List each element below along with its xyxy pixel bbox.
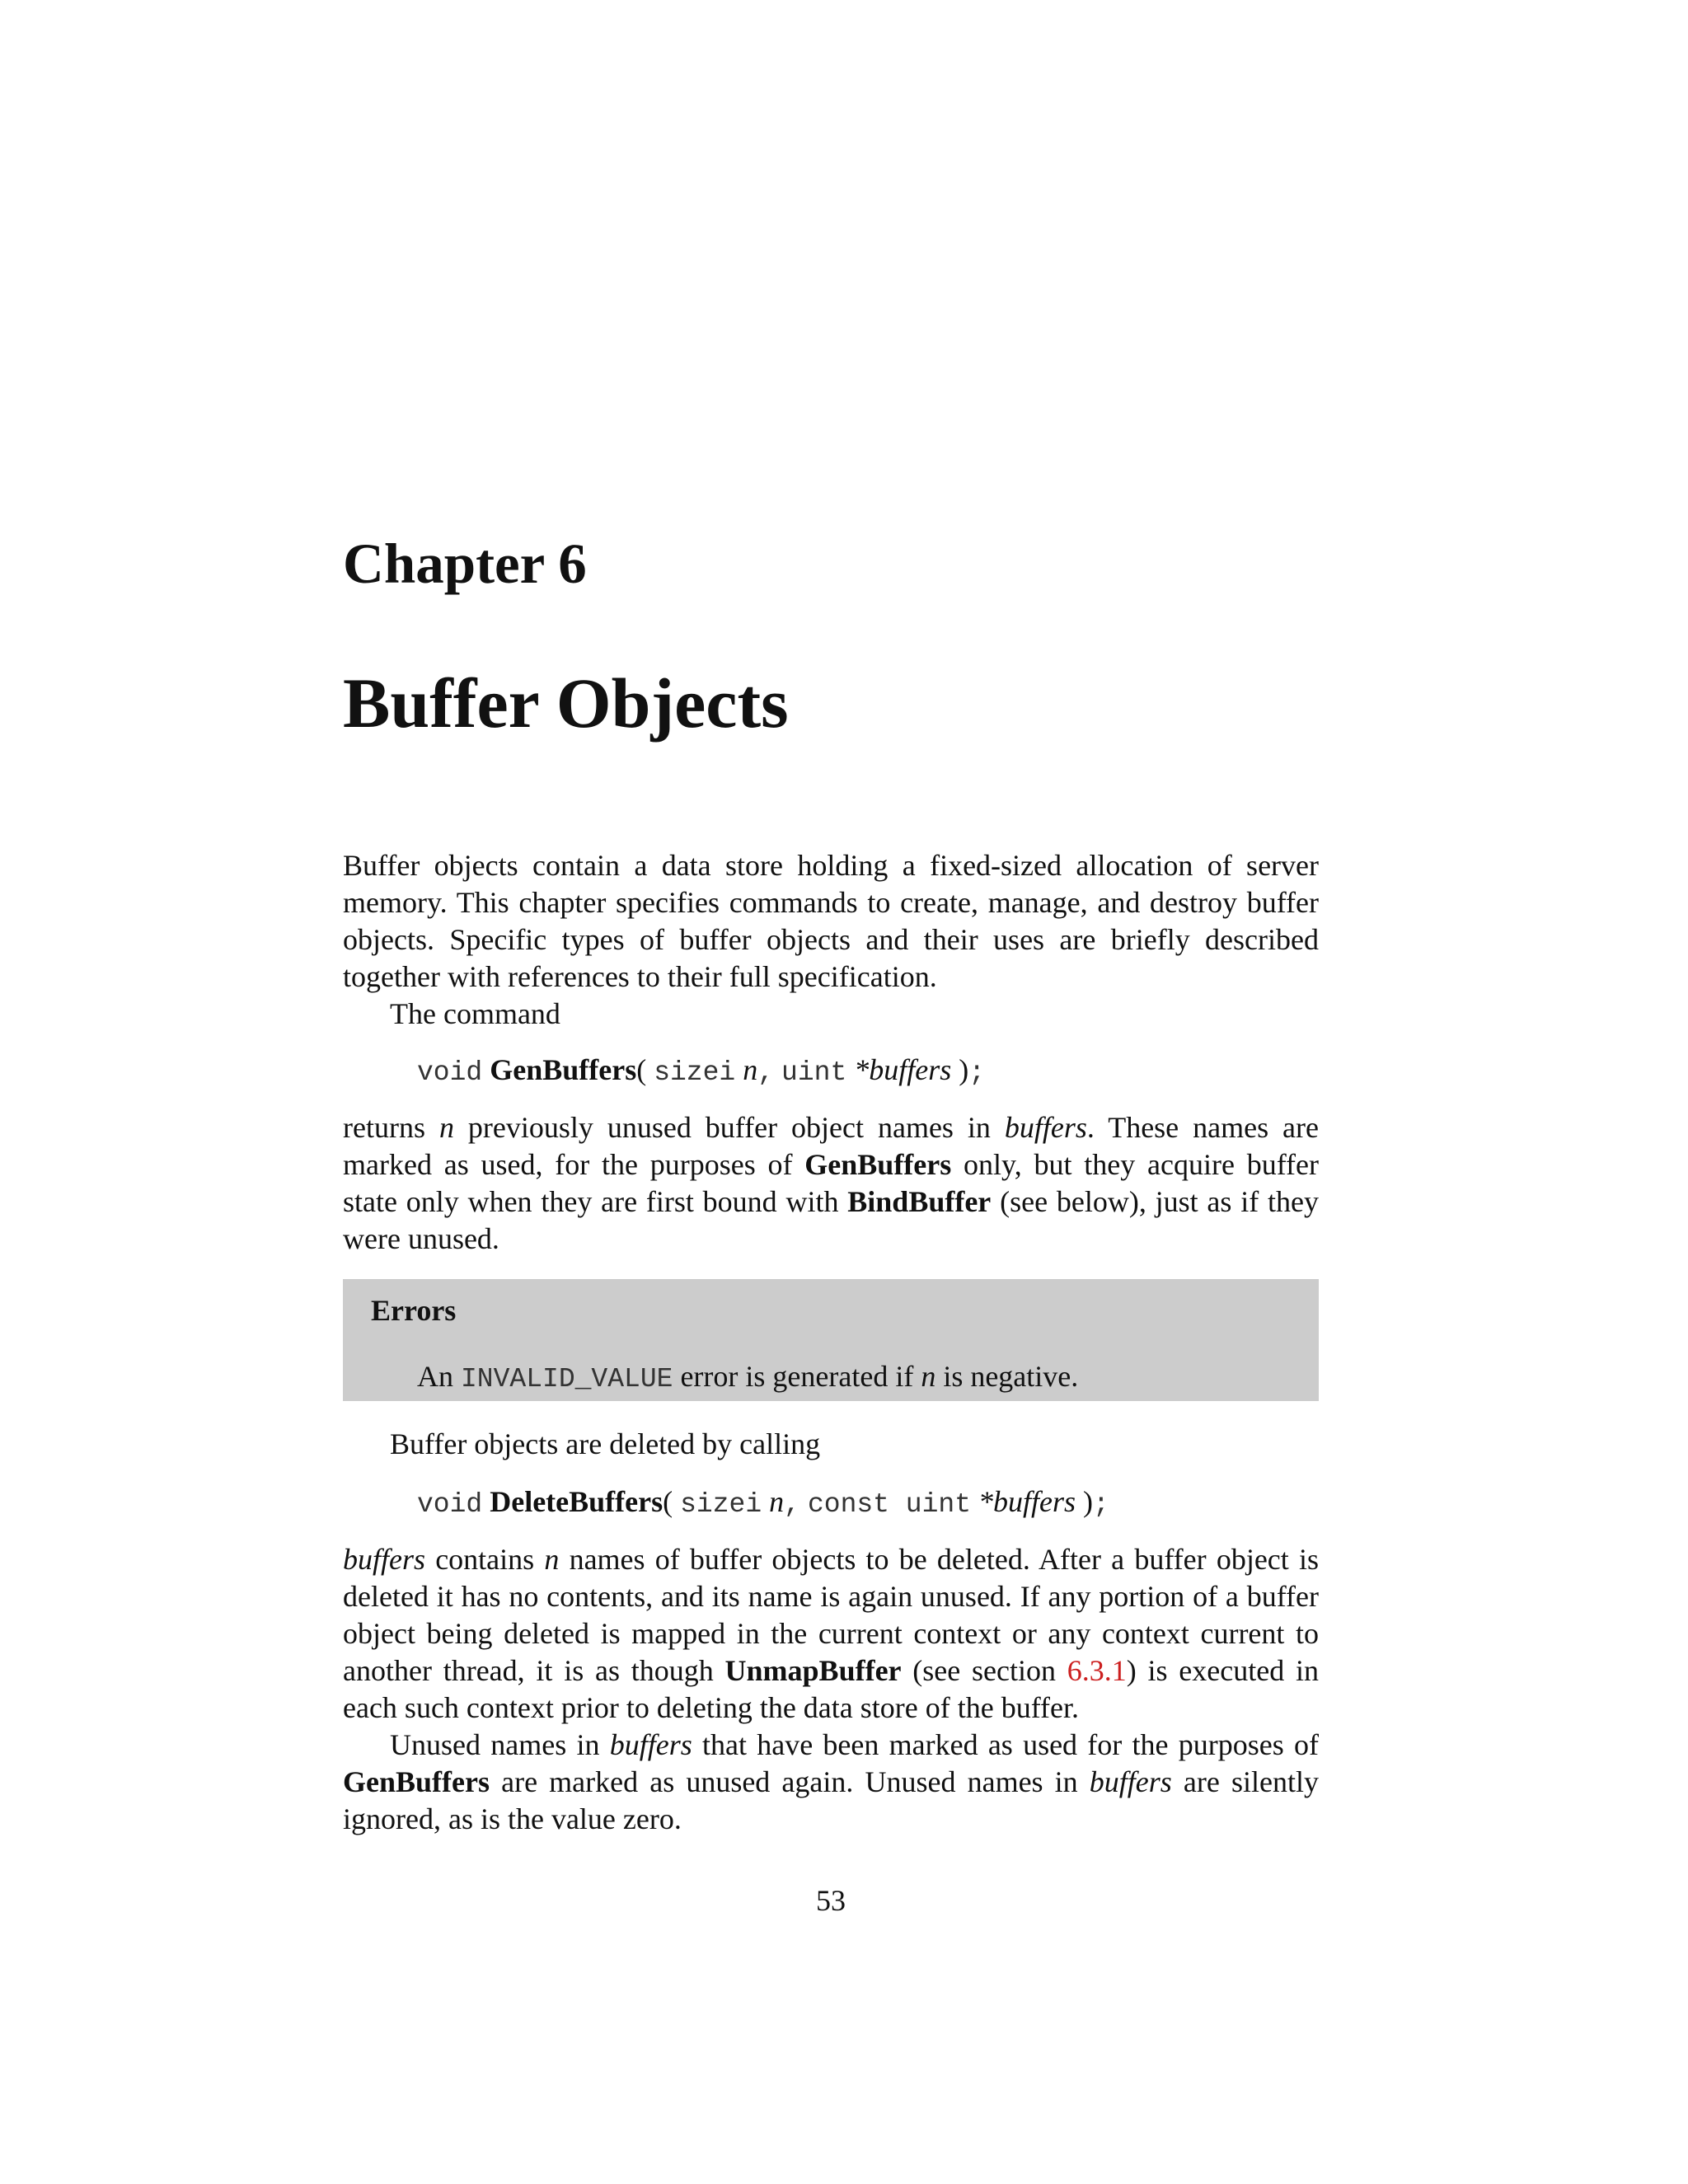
gen-buffers-description: [343, 1109, 1319, 1258]
text-run: names of buffer objects to be deleted. After a buffer object is deleted it has no contents, and its name is again unused. If any portion of a buffer object being deleted is mapped in the current context or any context current to another thread, it is as though: [343, 1543, 1319, 1687]
param-ref: n: [438, 1111, 454, 1144]
unused-desc-paragraph: [343, 1727, 1319, 1838]
gen-desc-paragraph: [343, 1109, 1319, 1258]
text-run: (see below), just as if they were unused.: [343, 1185, 1319, 1255]
param-type: sizei: [680, 1489, 762, 1520]
text-run: only, but they acquire buffer state only when they are first bound with: [343, 1148, 1319, 1218]
text-run: Unused names in: [390, 1728, 610, 1761]
chapter-label: Chapter 6: [343, 532, 587, 595]
semicolon: ;: [968, 1057, 986, 1088]
intro-paragraph: Buffer objects contain a data store holding a fixed-sized allocation of server memory. This chapter specifies commands to create, manage, and destroy buffer objects. Specific types of buffer objects and their uses are briefly described together with references to their full specification.: [343, 849, 1319, 993]
return-type: void: [417, 1057, 483, 1088]
text-run: error is generated if: [673, 1360, 921, 1393]
close-paren: ): [1083, 1485, 1094, 1518]
param-ref: n: [921, 1360, 936, 1393]
text-run: An: [417, 1360, 461, 1393]
param-ref: n: [544, 1543, 560, 1576]
delete-desc-paragraph: [343, 1541, 1319, 1727]
function-ref: GenBuffers: [343, 1765, 490, 1798]
command-lead: The command: [390, 997, 560, 1030]
param-ref: buffers: [1089, 1765, 1172, 1798]
errors-title: Errors: [371, 1294, 457, 1327]
function-ref: UnmapBuffer: [724, 1654, 902, 1687]
text-run: is negative.: [935, 1360, 1079, 1393]
function-name: DeleteBuffers: [490, 1485, 663, 1518]
semicolon: ;: [1093, 1489, 1109, 1520]
param-ref: buffers: [609, 1728, 692, 1761]
errors-box: [343, 1279, 1319, 1401]
text-run: . These names are marked as used, for the purposes of: [343, 1111, 1319, 1181]
param-type: const uint: [807, 1489, 972, 1520]
open-paren: (: [636, 1053, 647, 1086]
param-ref: buffers: [1004, 1111, 1087, 1144]
open-paren: (: [663, 1485, 673, 1518]
delete-buffers-signature: [417, 1483, 1109, 1523]
text-run: are marked as unused again. Unused names in: [489, 1765, 1090, 1798]
param-name: n: [743, 1053, 758, 1086]
text-run: (see section: [901, 1654, 1067, 1687]
text-run: that have been marked as used for the purposes of: [692, 1728, 1319, 1761]
text-run: returns: [343, 1111, 439, 1144]
function-ref: BindBuffer: [847, 1185, 992, 1218]
text-run: ) is executed in each such context prior to deleting the data store of the buffer.: [343, 1654, 1319, 1724]
comma: ,: [757, 1057, 775, 1088]
function-ref: GenBuffers: [804, 1148, 952, 1181]
delete-buffers-description: [343, 1541, 1319, 1838]
delete-lead-section: [343, 1426, 1319, 1463]
gen-buffers-signature: [417, 1052, 985, 1091]
return-type: void: [417, 1489, 483, 1520]
text-run: contains: [425, 1543, 545, 1576]
param-name: n: [769, 1485, 785, 1518]
delete-lead: Buffer objects are deleted by calling: [390, 1427, 821, 1460]
text-run: are silently ignored, as is the value zero.: [343, 1765, 1319, 1835]
param-type: sizei: [654, 1057, 736, 1088]
text-run: previously unused buffer object names in: [453, 1111, 1005, 1144]
param-name: *buffers: [854, 1053, 952, 1086]
chapter-title: Buffer Objects: [343, 663, 789, 743]
comma: ,: [784, 1489, 800, 1520]
param-type: uint: [781, 1057, 847, 1088]
section-link[interactable]: 6.3.1: [1067, 1654, 1127, 1687]
function-name: GenBuffers: [490, 1053, 637, 1086]
intro-section: [343, 847, 1319, 1033]
param-ref: buffers: [343, 1543, 426, 1576]
close-paren: ): [959, 1053, 969, 1086]
error-item: [417, 1358, 1078, 1398]
param-name: *buffers: [978, 1485, 1076, 1518]
page-number: 53: [816, 1884, 846, 1917]
error-code: INVALID_VALUE: [461, 1364, 673, 1394]
